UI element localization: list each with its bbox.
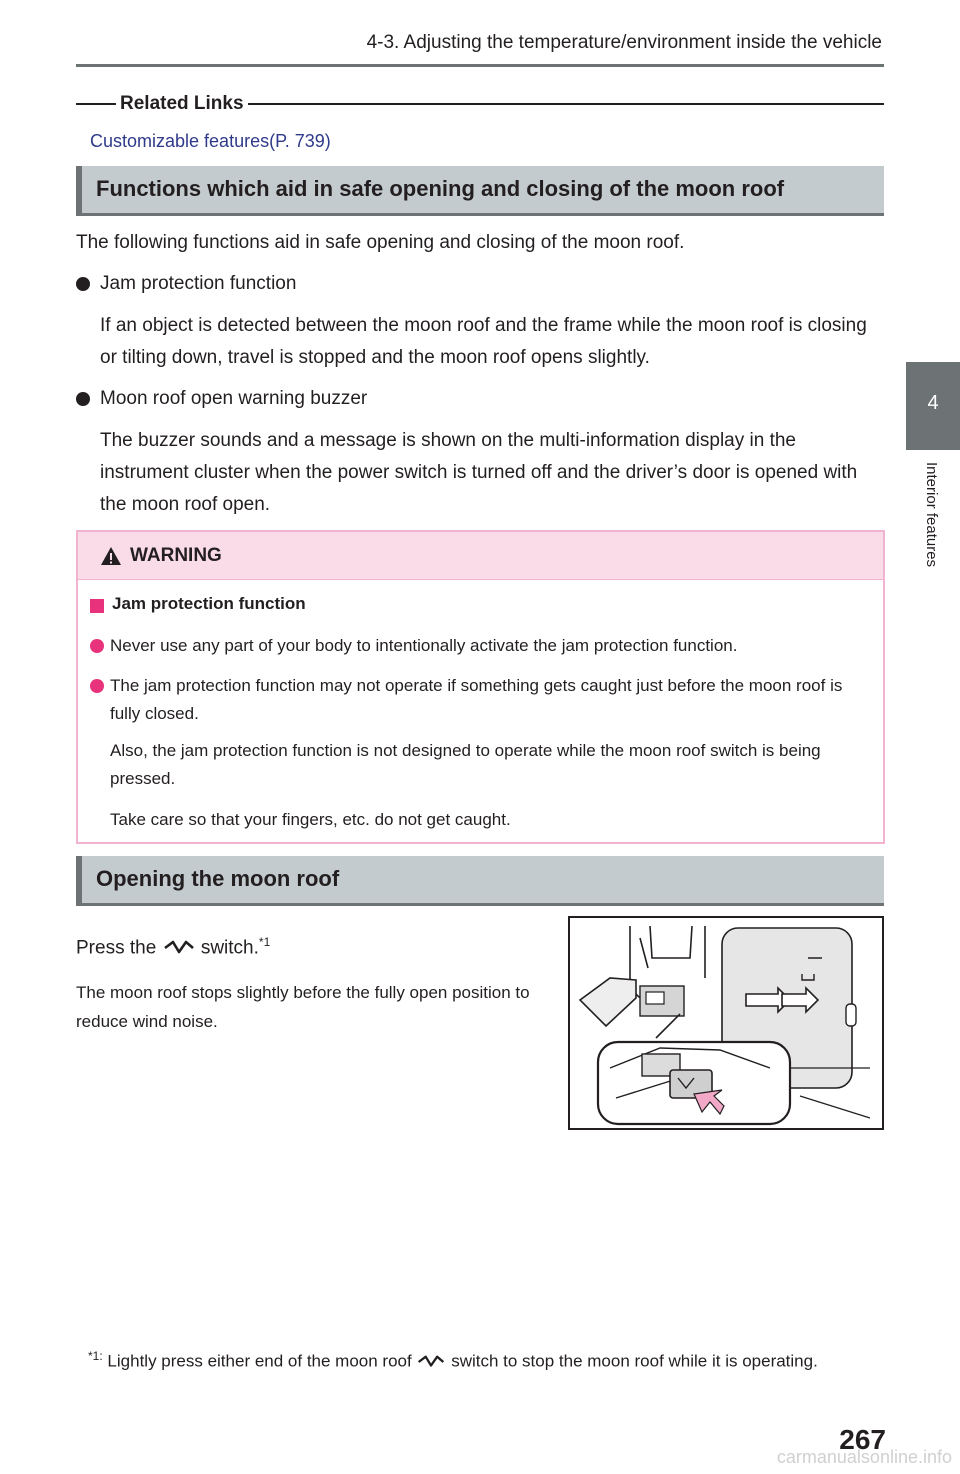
moon-roof-switch-illustration xyxy=(568,916,884,1130)
footnote-text-before: Lightly press either end of the moon roof xyxy=(107,1351,412,1371)
list-item-text: The buzzer sounds and a message is shown on the multi-information display in the instrument cluster when the power switch is turned off and the driver’s door is opened with the moon roof open. xyxy=(100,430,858,515)
warning-subtitle: Jam protection function xyxy=(112,594,306,613)
press-text-before: Press the xyxy=(76,937,157,959)
warning-header xyxy=(78,532,883,580)
page-number: 267 xyxy=(839,1424,886,1455)
list-item-open-warning-buzzer xyxy=(76,383,367,415)
footnote-marker: *1: xyxy=(88,1349,103,1363)
list-item-title: Jam protection function xyxy=(100,273,297,294)
chapter-number: 4 xyxy=(927,392,939,414)
moon-roof-open-icon xyxy=(162,938,196,958)
section-heading-safe-functions xyxy=(76,166,884,216)
square-bullet-icon xyxy=(90,599,104,613)
bullet-icon xyxy=(76,392,90,406)
heading-rule-right xyxy=(248,103,884,105)
list-item-jam-protection xyxy=(76,268,296,300)
chapter-tab xyxy=(906,362,960,450)
warning-triangle-icon xyxy=(100,546,122,566)
section-title: Functions which aid in safe opening and closing of the moon roof xyxy=(96,176,785,201)
warning-label: WARNING xyxy=(130,545,222,566)
section-heading-opening xyxy=(76,856,884,906)
header-divider xyxy=(76,64,884,67)
bullet-icon xyxy=(90,679,104,693)
press-instruction xyxy=(76,926,556,964)
moon-roof-switch-icon xyxy=(416,1353,446,1371)
bullet-icon xyxy=(76,277,90,291)
list-item-title: Moon roof open warning buzzer xyxy=(100,388,368,409)
bullet-icon xyxy=(90,639,104,653)
warning-bullet-text: Never use any part of your body to intentionally activate the jam protection function. xyxy=(110,636,738,655)
watermark: carmanualsonline.info xyxy=(776,1447,952,1467)
press-text-after: switch. xyxy=(200,937,259,959)
related-links-label: Related Links xyxy=(120,93,244,114)
running-header: 4-3. Adjusting the temperature/environment inside the vehicle xyxy=(366,32,882,53)
warning-paragraph: Take care so that your fingers, etc. do not get caught. xyxy=(110,810,511,829)
chapter-label: Interior features xyxy=(923,462,940,568)
press-note: The moon roof stops slightly before the fully open position to reduce wind noise. xyxy=(76,983,530,1031)
section-title: Opening the moon roof xyxy=(96,866,340,891)
console-drawing xyxy=(570,918,882,1128)
related-links-heading xyxy=(76,92,884,116)
list-item-text: If an object is detected between the moon roof and the frame while the moon roof is closing or tilting down, travel is stopped and the moon roof opens slightly. xyxy=(100,315,867,368)
footnote-ref: *1 xyxy=(258,935,271,949)
warning-box xyxy=(76,530,885,844)
customizable-features-link[interactable]: Customizable features(P. 739) xyxy=(90,131,331,151)
section-intro: The following functions aid in safe opening and closing of the moon roof. xyxy=(76,232,685,253)
footnote-text-after: switch to stop the moon roof while it is operating. xyxy=(451,1351,818,1371)
footnote xyxy=(88,1344,878,1374)
warning-paragraph: Also, the jam protection function is not designed to operate while the moon roof switch is being pressed. xyxy=(110,741,821,788)
heading-rule-left xyxy=(76,103,116,105)
warning-bullet-text: The jam protection function may not operate if something gets caught just before the moon roof is fully closed. xyxy=(110,676,843,723)
